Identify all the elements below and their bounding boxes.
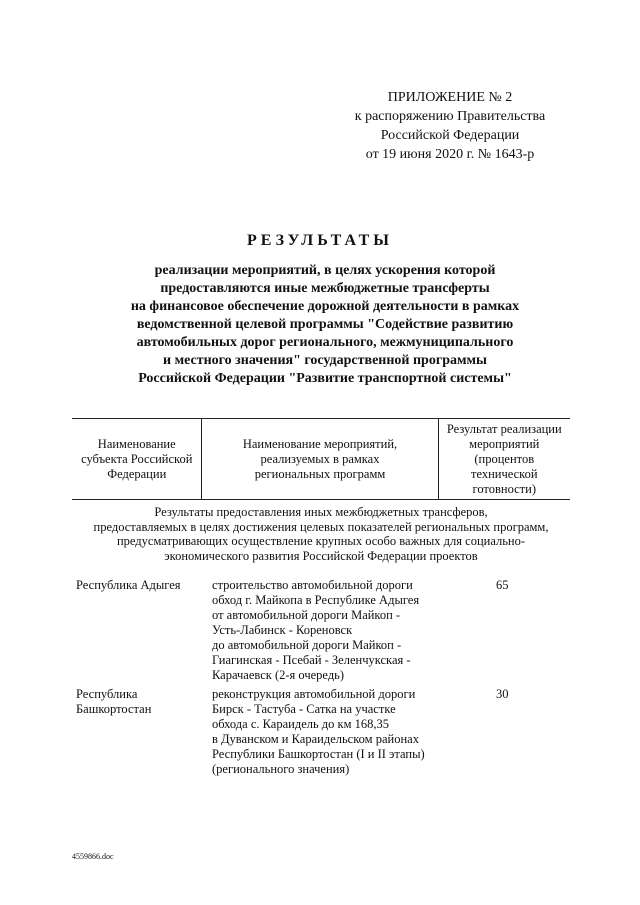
subtitle-line: и местного значения" государственной программы <box>163 353 487 368</box>
event-line: в Дуванском и Караидельском районах <box>212 732 419 746</box>
event-line: строительство автомобильной дороги <box>212 578 413 592</box>
header-result <box>439 419 570 499</box>
subject-line: Республика Адыгея <box>76 578 181 592</box>
header-event <box>202 419 438 499</box>
annex-line: от 19 июня 2020 г. № 1643-р <box>365 147 535 162</box>
row-event <box>212 687 452 777</box>
subject-line: Башкортостан <box>76 702 152 716</box>
header-line: региональных программ <box>254 466 386 481</box>
subtitle-line: автомобильных дорог регионального, межмуниципального <box>136 335 514 350</box>
header-line: Наименование мероприятий, <box>242 436 398 451</box>
event-line: Гиагинская - Псебай - Зеленчукская - <box>212 653 411 667</box>
event-line: реконструкция автомобильной дороги <box>212 687 416 701</box>
section-note <box>76 505 566 563</box>
header-line: мероприятий <box>469 436 540 451</box>
subtitle-line: на финансовое обеспечение дорожной деятельности в рамках <box>130 299 520 314</box>
header-subject <box>72 419 202 499</box>
section-note-line: экономического развития Российской Федерации проектов <box>164 548 478 563</box>
row-event <box>212 578 452 683</box>
row-result: 30 <box>496 687 509 701</box>
header-line: готовности) <box>472 481 536 496</box>
event-line: Карачаевск (2-я очередь) <box>212 668 345 682</box>
header-line: субъекта Российской <box>81 451 193 466</box>
row-result: 65 <box>496 578 509 592</box>
document-code: 4559866.doc <box>72 852 114 861</box>
header-line: Федерации <box>107 466 167 481</box>
header-line: реализуемых в рамках <box>260 451 380 466</box>
subtitle-line: предоставляются иные межбюджетные трансферты <box>160 281 490 296</box>
event-line: Усть-Лабинск - Кореновск <box>212 623 353 637</box>
subject-line: Республика <box>76 687 138 701</box>
row-subject <box>76 578 206 593</box>
header-line: технической <box>470 466 538 481</box>
subtitle-line: ведомственной целевой программы "Содействие развитию <box>136 317 514 332</box>
event-line: до автомобильной дороги Майкоп - <box>212 638 402 652</box>
annex-title: ПРИЛОЖЕНИЕ № 2 <box>387 90 513 105</box>
section-note-line: предоставляемых в целях достижения целевых показателей региональных программ, <box>93 519 549 534</box>
annex-line: к распоряжению Правительства <box>354 109 546 124</box>
event-line: обхода с. Караидель до км 168,35 <box>212 717 390 731</box>
subtitle-line: реализации мероприятий, в целях ускорения которой <box>154 263 496 278</box>
event-line: (регионального значения) <box>212 762 350 776</box>
header-line: (процентов <box>474 451 535 466</box>
header-line: Результат реализации <box>446 421 562 436</box>
subtitle-line: Российской Федерации "Развитие транспортной системы" <box>138 371 512 386</box>
section-note-line: Результаты предоставления иных межбюджетных трансферов, <box>154 505 488 519</box>
document-subtitle <box>90 262 560 388</box>
section-note-line: предусматривающих осуществление крупных особо важных для социально- <box>116 534 526 548</box>
table-header <box>72 418 570 500</box>
event-line: обход г. Майкопа в Республике Адыгея <box>212 593 420 607</box>
annex-line: Российской Федерации <box>380 128 520 143</box>
row-subject <box>76 687 206 717</box>
event-line: от автомобильной дороги Майкоп - <box>212 608 401 622</box>
header-line: Наименование <box>97 436 176 451</box>
document-title: РЕЗУЛЬТАТЫ <box>246 232 394 249</box>
event-line: Республики Башкортостан (I и II этапы) <box>212 747 425 761</box>
event-line: Бирск - Тастуба - Сатка на участке <box>212 702 396 716</box>
annex-block <box>340 88 560 164</box>
